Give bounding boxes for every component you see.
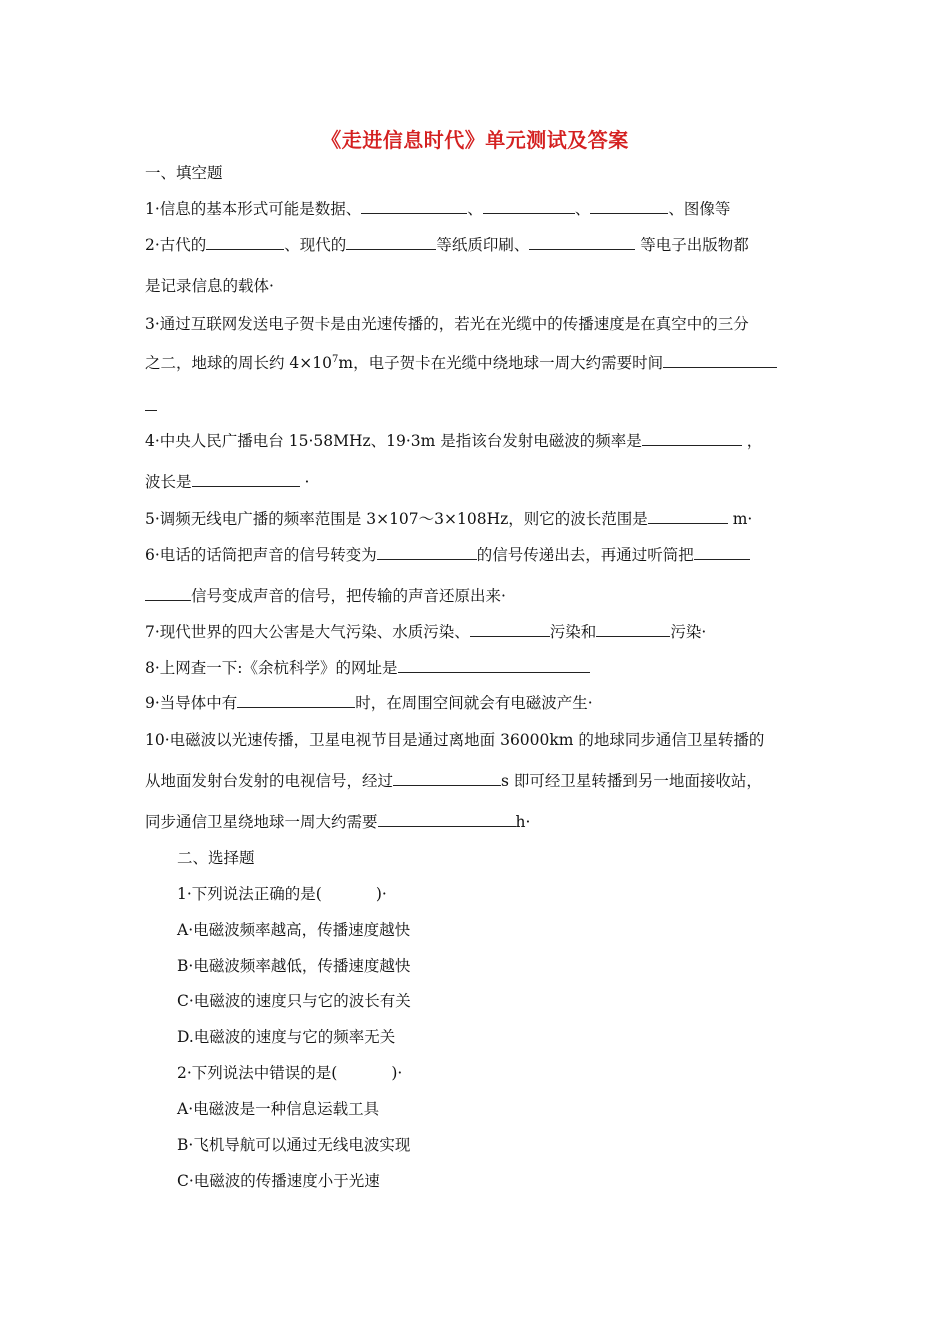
- question-9: 9·当导体中有 时，在周围空间就会有电磁波产生·: [145, 694, 593, 712]
- answer-blank[interactable]: [663, 352, 777, 368]
- question-3-blank-cont: [145, 395, 157, 417]
- question-8: 8·上网查一下:《余杭科学》的网址是: [145, 657, 590, 679]
- answer-blank[interactable]: [237, 692, 355, 708]
- mc-option[interactable]: A·电磁波频率越高，传播速度越快: [177, 921, 411, 939]
- answer-blank[interactable]: [346, 234, 436, 250]
- answer-blank[interactable]: [192, 471, 300, 487]
- mc-option[interactable]: D.电磁波的速度与它的频率无关: [177, 1028, 396, 1046]
- section-heading-multiple-choice: 二、选择题: [177, 849, 255, 867]
- answer-blank[interactable]: [378, 811, 516, 827]
- answer-blank[interactable]: [377, 544, 477, 560]
- question-3-cont: 之二，地球的周长约 $4\times 10^7m$，电子贺卡在光缆中绕地球一周大约需要时间: [145, 352, 777, 374]
- question-2: 2·古代的 、现代的 等纸质印刷、 等电子出版物都: [145, 236, 749, 254]
- answer-blank[interactable]: [590, 198, 668, 214]
- mc-option[interactable]: B·电磁波频率越低，传播速度越快: [177, 957, 411, 975]
- answer-blank[interactable]: [206, 234, 284, 250]
- question-6-cont: 信号变成声音的信号，把传输的声音还原出来·: [145, 585, 506, 607]
- answer-blank[interactable]: [470, 621, 550, 637]
- mc-option[interactable]: A·电磁波是一种信息运载工具: [177, 1100, 380, 1118]
- mc-option[interactable]: C·电磁波的传播速度小于光速: [177, 1172, 380, 1190]
- question-4-cont: 波长是 ·: [145, 473, 310, 491]
- question-10-cont: 从地面发射台发射的电视信号，经过 s 即可经卫星转播到另一地面接收站，: [145, 772, 762, 790]
- answer-blank[interactable]: [529, 234, 635, 250]
- answer-blank[interactable]: [145, 395, 157, 411]
- question-5: 5·调频无线电广播的频率范围是 3×107～3×108Hz，则它的波长范围是 m·: [145, 510, 753, 528]
- section-heading-fill-in: 一、填空题: [145, 164, 223, 182]
- question-4: 4·中央人民广播电台 15·58MHz、19·3m 是指该台发射电磁波的频率是 ，: [145, 432, 763, 450]
- mc-option[interactable]: C·电磁波的速度只与它的波长有关: [177, 992, 411, 1010]
- question-2-cont: 是记录信息的载体·: [145, 277, 274, 295]
- answer-blank[interactable]: [361, 198, 467, 214]
- answer-blank[interactable]: [483, 198, 575, 214]
- document-title: 《走进信息时代》单元测试及答案: [321, 128, 629, 152]
- question-6: 6·电话的话筒把声音的信号转变为 的信号传递出去，再通过听筒把: [145, 544, 750, 566]
- answer-blank[interactable]: [145, 585, 191, 601]
- answer-blank[interactable]: [393, 770, 501, 786]
- question-10-cont-2: 同步通信卫星绕地球一周大约需要 h·: [145, 813, 531, 831]
- question-1: 1·信息的基本形式可能是数据、 、 、 、图像等: [145, 200, 731, 218]
- answer-blank[interactable]: [648, 508, 728, 524]
- question-10: 10·电磁波以光速传播，卫星电视节目是通过离地面 36000km 的地球同步通信卫星转播的: [145, 731, 765, 749]
- answer-blank[interactable]: [694, 544, 750, 560]
- answer-blank[interactable]: [596, 621, 670, 637]
- mc-question-2: 2·下列说法中错误的是( )·: [177, 1064, 403, 1082]
- mc-question-1: 1·下列说法正确的是( )·: [177, 885, 387, 903]
- answer-blank[interactable]: [398, 657, 590, 673]
- answer-blank[interactable]: [642, 430, 742, 446]
- mc-option[interactable]: B·飞机导航可以通过无线电波实现: [177, 1136, 411, 1154]
- question-7: 7·现代世界的四大公害是大气污染、水质污染、 污染和 污染·: [145, 623, 707, 641]
- question-3: 3·通过互联网发送电子贺卡是由光速传播的，若光在光缆中的传播速度是在真空中的三分: [145, 315, 749, 333]
